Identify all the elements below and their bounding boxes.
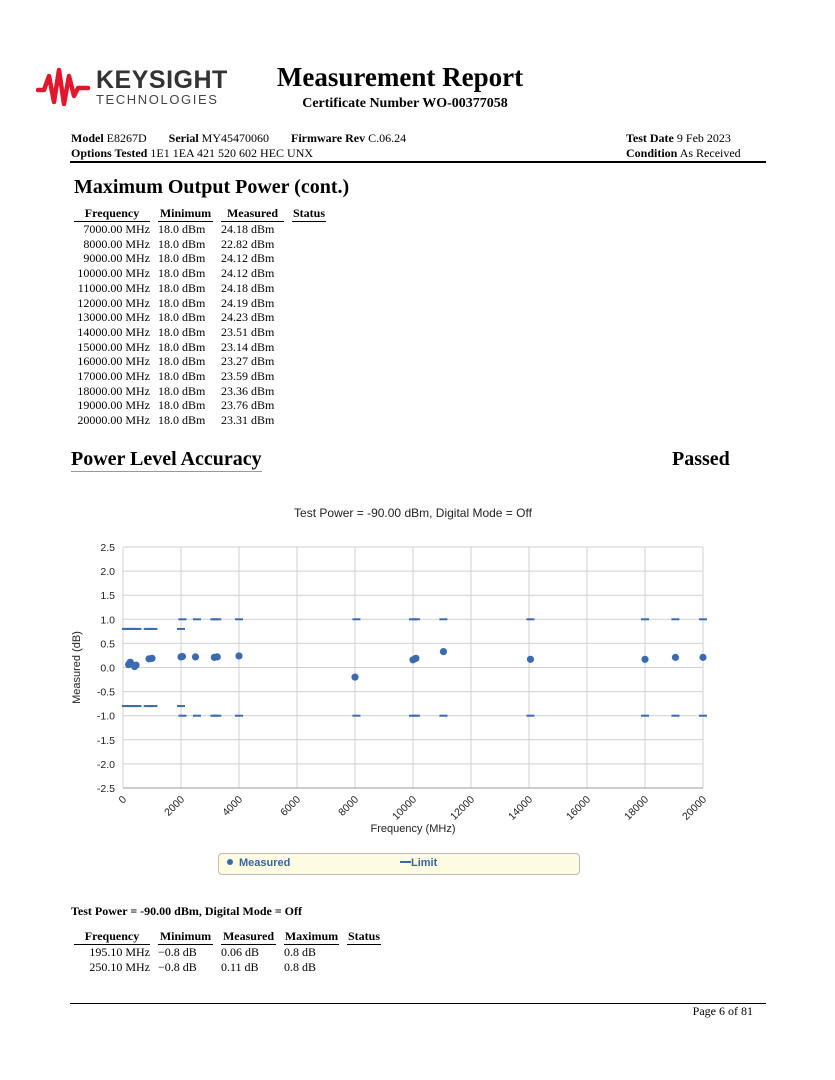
table-cell: 250.10 MHz (89, 959, 150, 974)
legend-limit: Limit (400, 857, 437, 869)
table-cell (292, 296, 326, 311)
column-spacer (213, 929, 221, 945)
y-tick-label: 2.0 (100, 566, 115, 579)
table-cell: 7000.00 MHz (83, 222, 150, 236)
measured-point (699, 654, 706, 661)
table-cell: 18.0 dBm (158, 413, 206, 428)
column-spacer (150, 945, 158, 960)
table-cell: 23.14 dBm (221, 339, 275, 354)
x-tick-label: 8000 (336, 793, 362, 819)
table-cell (292, 340, 326, 355)
table-cell (292, 369, 326, 384)
certificate-number: Certificate Number WO-00377058 (302, 96, 508, 111)
table-cell (292, 266, 326, 281)
serial-label: Serial (168, 131, 199, 145)
column-spacer (150, 251, 158, 266)
column-header: Minimum (159, 206, 212, 220)
table-row (74, 310, 326, 325)
x-tick-label: 0 (116, 793, 130, 807)
column-header: Measured (221, 206, 284, 222)
y-axis-label: Measured (dB) (71, 631, 83, 704)
table-cell: 23.31 dBm (221, 413, 275, 428)
table-cell (347, 960, 381, 975)
column-spacer (284, 237, 292, 252)
table-row (74, 281, 326, 296)
column-spacer (213, 310, 221, 325)
column-spacer (150, 237, 158, 252)
column-spacer (213, 266, 221, 281)
table-cell: 10000.00 MHz (77, 266, 150, 281)
column-spacer (213, 398, 221, 413)
meta-line-2 (71, 146, 313, 161)
column-spacer (150, 354, 158, 369)
column-spacer (284, 310, 292, 325)
table-cell: 0.11 dB (221, 959, 259, 974)
table-cell: 18.0 dBm (158, 369, 206, 384)
table-row (74, 945, 381, 960)
table-cell: 18.0 dBm (158, 310, 206, 325)
table-row (74, 413, 326, 428)
table-cell: 24.12 dBm (221, 266, 275, 281)
test-date (626, 131, 731, 146)
options-value: 1E1 1EA 421 520 602 HEC UNX (150, 146, 314, 160)
page-number: Page 6 of 81 (692, 1004, 753, 1018)
table-cell (292, 237, 326, 252)
column-spacer (213, 945, 221, 960)
power-accuracy-chart (40, 500, 780, 890)
table-row (74, 251, 326, 266)
table-row (74, 960, 381, 975)
measured-point (132, 661, 139, 668)
firmware-label: Firmware Rev (291, 131, 366, 145)
table-cell: 9000.00 MHz (83, 251, 150, 266)
meta-line-1 (71, 131, 406, 146)
column-spacer (213, 340, 221, 355)
column-spacer (284, 266, 292, 281)
column-spacer (150, 384, 158, 399)
table-cell: 17000.00 MHz (77, 369, 150, 384)
power-accuracy-title: Power Level Accuracy (71, 448, 262, 470)
column-spacer (150, 398, 158, 413)
report-title: Measurement Report (276, 62, 524, 92)
measured-point (527, 656, 534, 663)
table-cell: 11000.00 MHz (77, 280, 150, 295)
table-row (74, 398, 326, 413)
column-header: Frequency (74, 206, 150, 222)
column-spacer (284, 222, 292, 237)
table-cell: 23.36 dBm (221, 383, 275, 398)
x-tick-label: 18000 (621, 793, 652, 823)
brand-name: KEYSIGHT (96, 66, 228, 94)
column-header: Minimum (159, 929, 212, 943)
table-row (74, 354, 326, 369)
table-cell: 8000.00 MHz (83, 236, 150, 251)
table-cell: 18.0 dBm (158, 236, 206, 251)
column-spacer (284, 354, 292, 369)
table-row (74, 237, 326, 252)
condition-value: As Received (679, 146, 741, 160)
condition (626, 146, 741, 161)
table-cell: 18.0 dBm (158, 295, 206, 310)
y-tick-label: 2.5 (100, 542, 115, 554)
table-row (74, 369, 326, 384)
column-spacer (213, 384, 221, 399)
column-spacer (276, 960, 284, 975)
table-cell: 20000.00 MHz (77, 413, 150, 428)
measured-point (641, 656, 648, 663)
y-tick-label: -1.0 (96, 710, 115, 723)
x-tick-label: 2000 (162, 793, 188, 819)
table-cell (292, 325, 326, 340)
x-tick-label: 12000 (447, 793, 478, 823)
x-tick-label: 10000 (389, 793, 420, 823)
table-cell: 24.12 dBm (221, 251, 275, 266)
table-cell (292, 354, 326, 369)
table-cell: 14000.00 MHz (77, 324, 150, 339)
table-row (74, 340, 326, 355)
y-tick-label: 0.5 (100, 638, 115, 651)
column-spacer (150, 340, 158, 355)
column-header: Status (347, 929, 380, 943)
column-header: Status (292, 206, 325, 220)
column-header: Measured (222, 929, 275, 943)
table-cell: 18.0 dBm (158, 222, 206, 236)
table-cell: 22.82 dBm (221, 236, 275, 251)
legend-dot-icon (227, 859, 233, 865)
table-cell: 18.0 dBm (158, 324, 206, 339)
table-cell: 0.8 dB (284, 945, 317, 959)
y-tick-label: 0.0 (100, 662, 115, 675)
table-cell: −0.8 dB (158, 945, 197, 959)
table-cell: 15000.00 MHz (77, 339, 150, 354)
table-cell: 0.8 dB (284, 959, 317, 974)
table-cell: 18.0 dBm (158, 354, 206, 369)
table-cell: 18.0 dBm (158, 266, 206, 281)
column-spacer (150, 325, 158, 340)
table-caption: Test Power = -90.00 dBm, Digital Mode = Off (71, 904, 302, 918)
column-spacer (284, 384, 292, 399)
column-spacer (339, 960, 347, 975)
legend-dash-icon (400, 861, 411, 863)
table-row (74, 384, 326, 399)
table-cell (292, 310, 326, 325)
column-spacer (276, 945, 284, 960)
measured-point (235, 652, 242, 659)
column-spacer (284, 206, 292, 222)
column-spacer (150, 296, 158, 311)
table-cell (292, 413, 326, 428)
column-spacer (150, 960, 158, 975)
x-tick-label: 16000 (563, 793, 594, 823)
legend-measured: Measured (227, 857, 290, 869)
model-value: E8267D (106, 131, 147, 145)
column-spacer (213, 251, 221, 266)
table-cell: 18.0 dBm (158, 339, 206, 354)
column-spacer (213, 206, 221, 222)
table-row (74, 325, 326, 340)
table-cell (292, 384, 326, 399)
column-spacer (213, 369, 221, 384)
column-spacer (150, 281, 158, 296)
column-spacer (213, 222, 221, 237)
table-cell: 24.18 dBm (221, 222, 275, 236)
column-header: Frequency (74, 929, 150, 945)
max-output-table (74, 206, 326, 428)
column-spacer (213, 237, 221, 252)
x-axis-label: Frequency (MHz) (370, 823, 456, 835)
measured-point (672, 654, 679, 661)
x-tick-label: 14000 (505, 793, 536, 823)
max-output-title: Maximum Output Power (cont.) (74, 176, 350, 198)
column-spacer (213, 413, 221, 428)
chart-legend (218, 853, 580, 875)
measured-point (214, 653, 221, 660)
condition-label: Condition (626, 146, 678, 160)
table-cell (347, 945, 381, 960)
y-tick-label: -1.5 (96, 734, 115, 747)
table-cell: 12000.00 MHz (77, 295, 150, 310)
column-spacer (150, 222, 158, 237)
column-spacer (339, 929, 347, 945)
table-cell: −0.8 dB (158, 959, 197, 974)
table-cell: 23.76 dBm (221, 398, 275, 413)
table-cell: 16000.00 MHz (77, 354, 150, 369)
test-date-value: 9 Feb 2023 (676, 131, 731, 145)
table-row (74, 266, 326, 281)
table-cell: 18.0 dBm (158, 398, 206, 413)
measured-point (412, 655, 419, 662)
x-tick-label: 20000 (679, 793, 710, 823)
table-cell: 18.0 dBm (158, 280, 206, 295)
measured-point (148, 655, 155, 662)
column-spacer (213, 296, 221, 311)
column-spacer (150, 310, 158, 325)
column-spacer (284, 413, 292, 428)
x-tick-label: 6000 (278, 793, 304, 819)
y-tick-label: -2.0 (96, 758, 115, 771)
table-cell (292, 281, 326, 296)
column-header: Maximum (284, 929, 339, 943)
power-accuracy-result: Passed (672, 448, 730, 470)
table-cell: 23.51 dBm (221, 324, 275, 339)
column-spacer (284, 369, 292, 384)
column-spacer (284, 325, 292, 340)
y-tick-label: 1.5 (100, 590, 115, 603)
chart-title: Test Power = -90.00 dBm, Digital Mode = Off (294, 506, 532, 520)
options-label: Options Tested (71, 146, 148, 160)
y-tick-label: 1.0 (100, 614, 115, 627)
measured-point (179, 653, 186, 660)
column-spacer (213, 354, 221, 369)
serial-value: MY45470060 (201, 131, 270, 145)
table-cell: 13000.00 MHz (77, 310, 150, 325)
column-spacer (150, 929, 158, 945)
firmware-value: C.06.24 (368, 131, 407, 145)
table-cell (292, 251, 326, 266)
power-accuracy-table (74, 929, 381, 974)
table-row (74, 222, 326, 237)
table-cell: 23.27 dBm (221, 354, 275, 369)
keysight-logo-icon (36, 66, 92, 108)
table-cell: 18.0 dBm (158, 383, 206, 398)
y-tick-label: -2.5 (96, 783, 115, 795)
table-cell: 18.0 dBm (158, 251, 206, 266)
table-cell: 195.10 MHz (89, 945, 150, 959)
measured-point (440, 648, 447, 655)
table-cell: 24.23 dBm (221, 310, 275, 325)
brand-subtitle: TECHNOLOGIES (96, 92, 219, 107)
table-cell: 24.19 dBm (221, 295, 275, 310)
column-spacer (284, 398, 292, 413)
column-spacer (213, 960, 221, 975)
table-cell: 23.59 dBm (221, 369, 275, 384)
column-spacer (150, 206, 158, 222)
footer-rule (70, 1003, 766, 1004)
column-spacer (339, 945, 347, 960)
column-spacer (150, 413, 158, 428)
measured-point (192, 653, 199, 660)
column-spacer (276, 929, 284, 945)
measured-point (351, 674, 358, 681)
x-tick-label: 4000 (220, 793, 246, 819)
table-cell (292, 222, 326, 237)
model-label: Model (71, 131, 104, 145)
column-spacer (284, 281, 292, 296)
table-cell: 24.18 dBm (221, 280, 275, 295)
column-spacer (284, 340, 292, 355)
table-row (74, 296, 326, 311)
test-date-label: Test Date (626, 131, 674, 145)
table-cell (292, 398, 326, 413)
column-spacer (213, 281, 221, 296)
column-spacer (213, 325, 221, 340)
header-rule (70, 161, 766, 163)
y-tick-label: -0.5 (96, 686, 115, 699)
table-cell: 0.06 dB (221, 945, 260, 959)
column-spacer (150, 369, 158, 384)
column-spacer (284, 296, 292, 311)
table-cell: 18000.00 MHz (77, 383, 150, 398)
table-cell: 19000.00 MHz (77, 398, 150, 413)
column-spacer (150, 266, 158, 281)
column-spacer (284, 251, 292, 266)
